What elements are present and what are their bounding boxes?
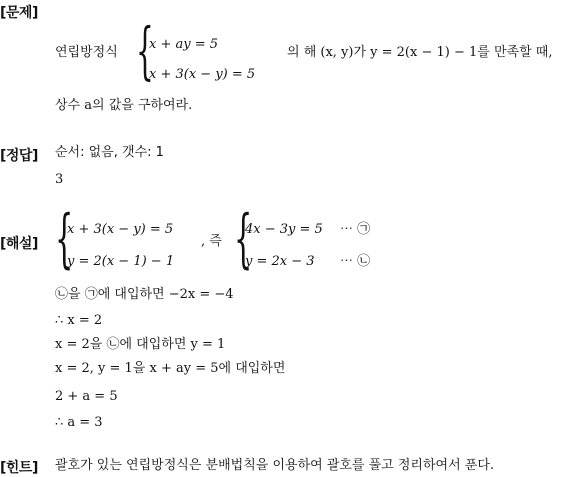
system2-equation-1: 4x − 3y = 5 <box>245 222 323 237</box>
hint-label: [힌트] <box>0 460 38 476</box>
problem-intro: 연립방정식 <box>55 45 118 60</box>
solution-step-2: ∴ x = 2 <box>55 313 103 328</box>
left-brace: { <box>234 202 253 276</box>
system-equation-2: x + 3(x − y) = 5 <box>149 67 256 82</box>
answer-meta: 순서: 없음, 갯수: 1 <box>55 145 164 160</box>
problem-question: 상수 a의 값을 구하여라. <box>55 98 193 113</box>
solution-label: [해설] <box>0 236 38 252</box>
answer-value: 3 <box>55 172 64 187</box>
system1-equation-1: x + 3(x − y) = 5 <box>67 222 174 237</box>
equation-tag-2: ⋯ ㉡ <box>340 254 371 269</box>
equation-tag-1: ⋯ ㉠ <box>340 222 371 237</box>
problem-condition: 의 해 (x, y)가 y = 2(x − 1) − 1를 만족할 때, <box>287 45 553 60</box>
solution-step-4: x = 2, y = 1을 x + ay = 5에 대입하면 <box>55 361 286 376</box>
solution-step-3: x = 2을 ㉡에 대입하면 y = 1 <box>55 337 226 352</box>
system1-equation-2: y = 2(x − 1) − 1 <box>67 254 175 269</box>
solution-step-5: 2 + a = 5 <box>55 389 118 404</box>
answer-label: [정답] <box>0 148 38 164</box>
connector-text: , 즉 <box>201 234 222 249</box>
system-equation-1: x + ay = 5 <box>149 37 219 52</box>
left-brace: { <box>55 202 74 276</box>
solution-step-1: ㉡을 ㉠에 대입하면 −2x = −4 <box>55 287 234 302</box>
left-brace: { <box>136 14 154 87</box>
solution-step-6: ∴ a = 3 <box>55 415 103 430</box>
hint-text: 괄호가 있는 연립방정식은 분배법칙을 이용하여 괄호를 풀고 정리하여서 푼다. <box>55 458 495 473</box>
system2-equation-2: y = 2x − 3 <box>245 254 315 269</box>
problem-label: [문제] <box>0 5 38 21</box>
